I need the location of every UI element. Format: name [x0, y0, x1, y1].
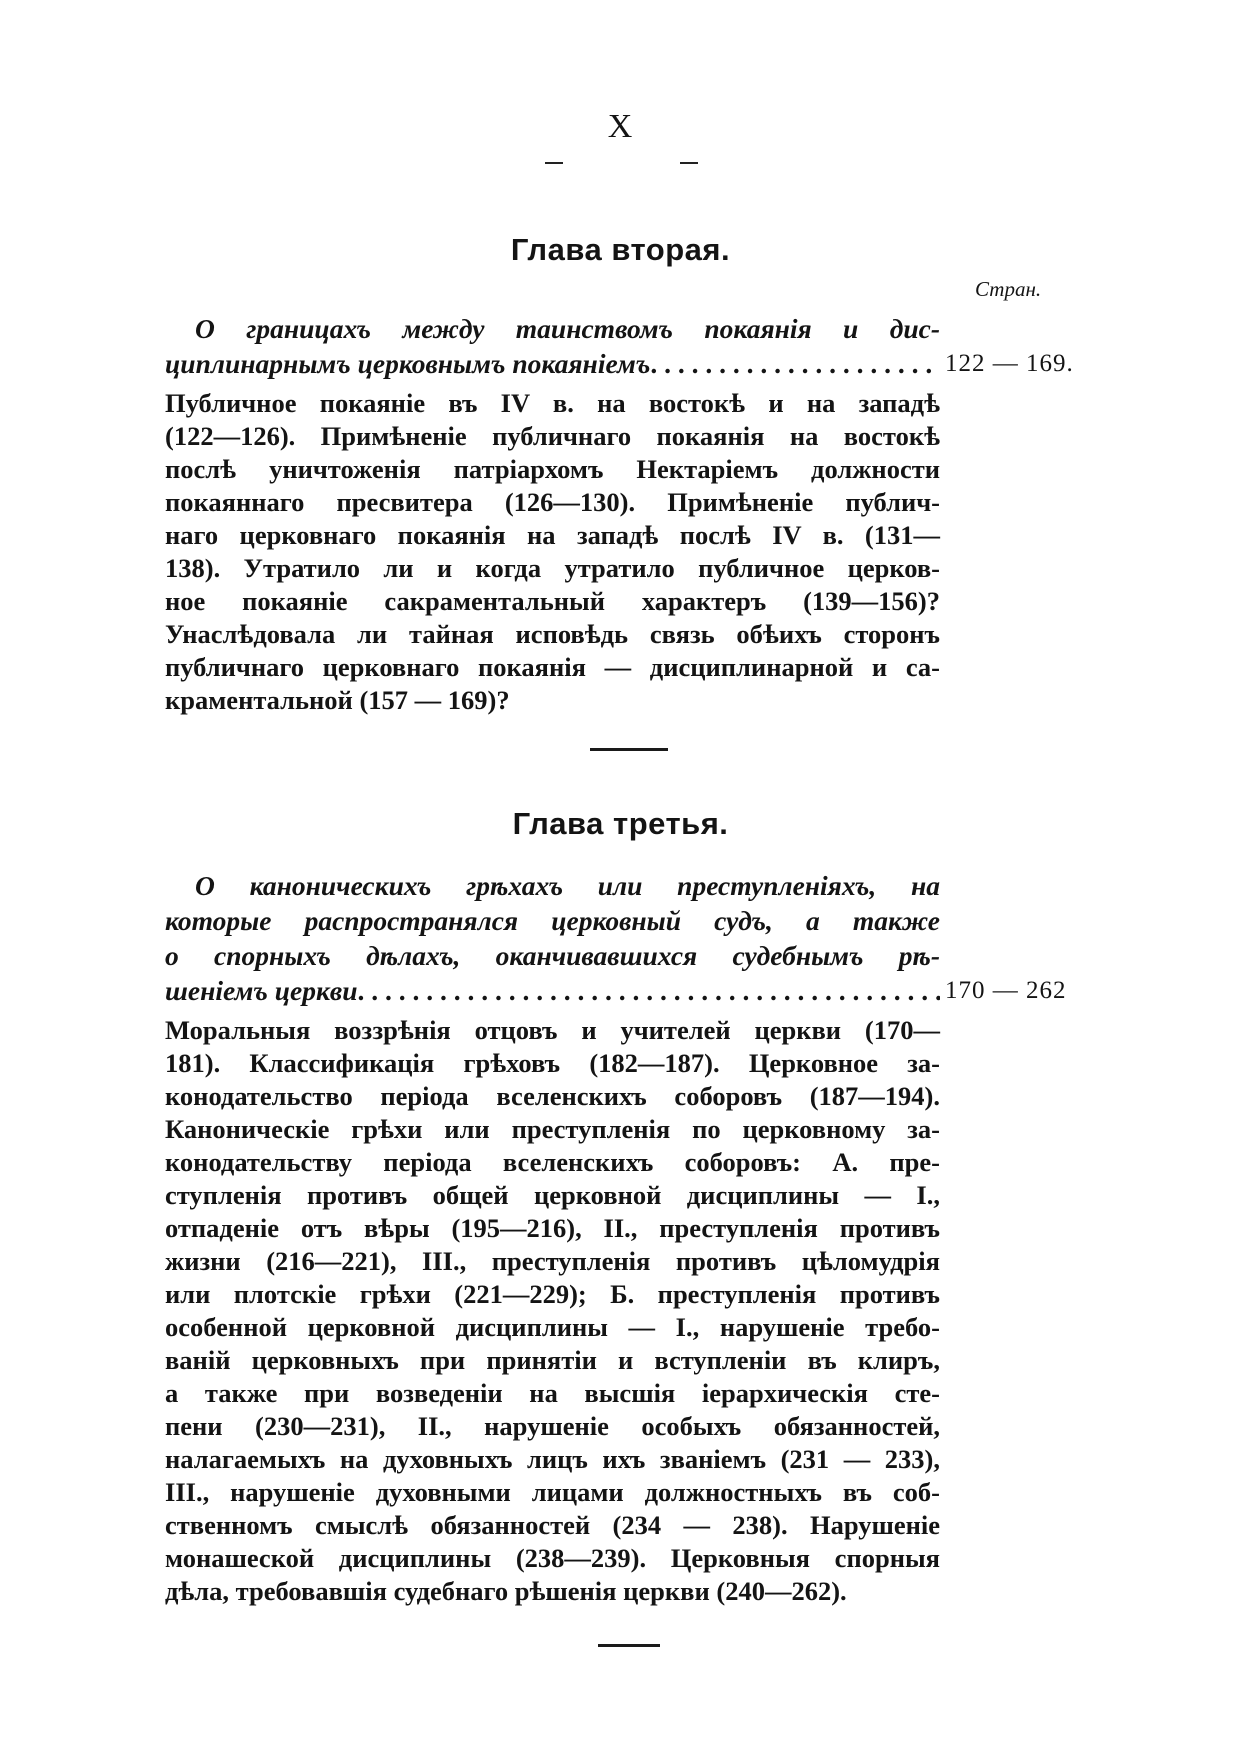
summary-line: публичнаго церковнаго покаянія — дисциплинарной и са- [165, 652, 940, 682]
summary-line: III., нарушеніе духовными лицами должностныхъ въ соб- [165, 1477, 940, 1507]
chapter-3-heading-line: О каноническихъ грѣхахъ или преступленіяхъ, на [195, 870, 940, 901]
summary-line: ступленія противъ общей церковной дисциплины — I., [165, 1180, 940, 1210]
page-column-label: Стран. [975, 277, 1042, 301]
chapter-3-title: Глава третья. [512, 806, 729, 841]
summary-line: 138). Утратило ли и когда утратило публичное церков- [165, 553, 940, 583]
chapter-3-heading-line: которые распространялся церковный судъ, а также [165, 905, 940, 936]
chapter-3-heading-line [165, 975, 940, 1007]
summary-line: отпаденіе отъ вѣры (195—216), II., преступленія противъ [165, 1213, 940, 1243]
chapter-2-title: Глава вторая. [510, 232, 731, 267]
summary-line: ваній церковныхъ при принятіи и вступленіи въ клиръ, [165, 1345, 940, 1375]
chapter-3-heading-text: шеніемъ церкви [165, 975, 358, 1006]
summary-line: налагаемыхъ на духовныхъ лицъ ихъ званіемъ (231 — 233), [165, 1444, 940, 1474]
summary-line: или плотскіе грѣхи (221—229); Б. преступленія противъ [165, 1279, 940, 1309]
summary-line: (122—126). Примѣненіе публичнаго покаянія на востокѣ [165, 421, 940, 451]
section-divider [590, 748, 668, 751]
chapter-2-heading-line [165, 348, 940, 380]
summary-line: Публичное покаяніе въ IV в. на востокѣ и на западѣ [165, 388, 940, 418]
summary-line: конодательство періода вселенскихъ соборовъ (187—194). [165, 1081, 940, 1111]
header-dash-left [545, 162, 563, 164]
summary-line: дѣла, требовавшія судебнаго рѣшенія церкви (240—262). [165, 1576, 847, 1606]
summary-line: Моральныя воззрѣнія отцовъ и учителей церкви (170— [165, 1015, 940, 1045]
summary-line: покаяннаго пресвитера (126—130). Примѣненіе публич- [165, 487, 940, 517]
chapter-2-heading-text: циплинарнымъ церковнымъ покаяніемъ [165, 348, 651, 379]
leader-dots [650, 348, 940, 380]
summary-line: ственномъ смыслѣ обязанностей (234 — 238). Нарушеніе [165, 1510, 940, 1540]
summary-line: наго церковнаго покаянія на западѣ послѣ IV в. (131— [165, 520, 940, 550]
summary-line: Каноническіе грѣхи или преступленія по церковному за- [165, 1114, 940, 1144]
summary-line: краментальной (157 — 169)? [165, 685, 510, 715]
summary-line: Унаслѣдовала ли тайная исповѣдь связь обѣихъ сторонъ [165, 619, 940, 649]
summary-line: послѣ уничтоженія патріархомъ Нектаріемъ должности [165, 454, 940, 484]
section-divider [598, 1644, 660, 1647]
summary-line: монашеской дисциплины (238—239). Церковныя спорныя [165, 1543, 940, 1573]
header-dash-right [680, 162, 698, 164]
summary-line: 181). Классификація грѣховъ (182—187). Церковное за- [165, 1048, 940, 1078]
leader-dots [358, 975, 940, 1007]
summary-line: жизни (216—221), III., преступленія противъ цѣломудрія [165, 1246, 940, 1276]
chapter-2-page-range: 122 — 169. [945, 350, 1074, 377]
summary-line: пени (230—231), II., нарушеніе особыхъ обязанностей, [165, 1411, 940, 1441]
chapter-3-heading-line: о спорныхъ дѣлахъ, оканчивавшихся судебнымъ рѣ- [165, 940, 940, 971]
summary-line: особенной церковной дисциплины — I., нарушеніе требо- [165, 1312, 940, 1342]
summary-line: конодательству періода вселенскихъ соборовъ: А. пре- [165, 1147, 940, 1177]
summary-line: ное покаяніе сакраментальный характеръ (139—156)? [165, 586, 940, 616]
chapter-2-heading-line: О границахъ между таинствомъ покаянія и дис- [195, 313, 940, 344]
page-number: X [607, 108, 634, 145]
summary-line: а также при возведеніи на высшія іерархическія сте- [165, 1378, 940, 1408]
chapter-3-page-range: 170 — 262 [945, 977, 1067, 1004]
